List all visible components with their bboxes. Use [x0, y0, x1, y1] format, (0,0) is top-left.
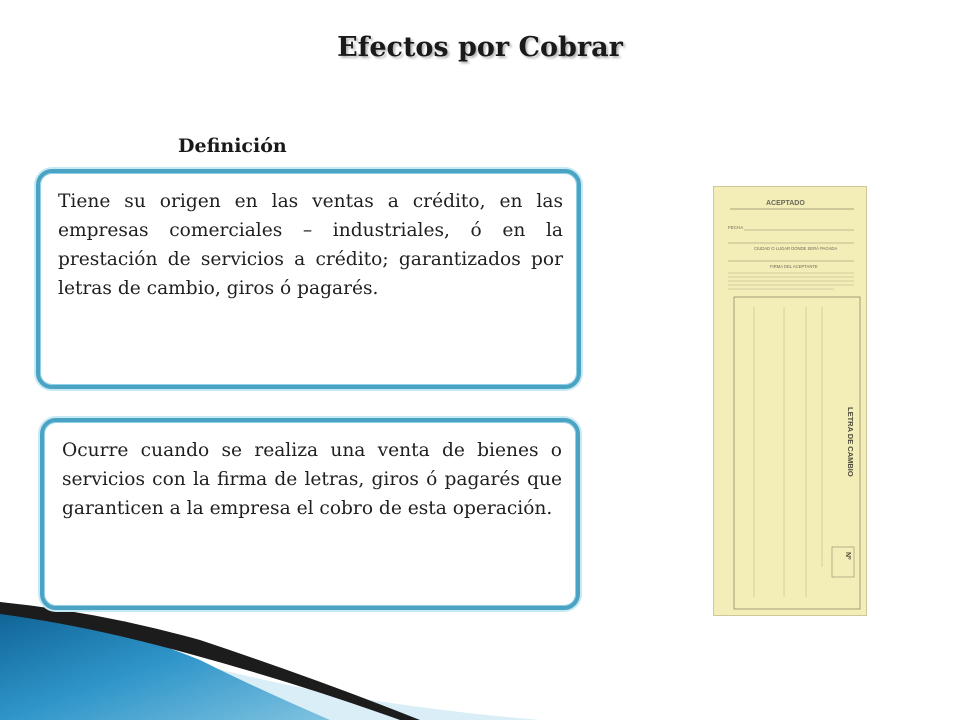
- document-fecha-label: FECHA: [728, 225, 744, 230]
- definition-text-1: Tiene su origen en las ventas a crédito, en las empresas comerciales – industriales, ó en la prestación de servicios a crédito; garantizados por letras de cambio, giros ó pagarés.: [58, 191, 563, 299]
- document-header: ACEPTADO: [766, 200, 805, 207]
- definition-card-1: [36, 169, 581, 389]
- document-form-title: LETRA DE CAMBIO: [846, 407, 855, 477]
- definition-text-2: Ocurre cuando se realiza una venta de bienes o servicios con la firma de letras, giros ó pagarés que garanticen a la empresa el cobro de esta operación.: [62, 440, 562, 519]
- document-ciudad-label: CIUDAD O LUGAR DONDE SERÁ PAGADA: [754, 246, 838, 251]
- document-firma-label: FIRMA DEL ACEPTANTE: [770, 264, 818, 269]
- definition-card-2: [40, 418, 580, 610]
- page-title: Efectos por Cobrar: [337, 32, 623, 63]
- section-subtitle: Definición: [178, 135, 287, 157]
- bill-of-exchange-image: [713, 186, 867, 616]
- document-number-label: Nº: [844, 552, 851, 560]
